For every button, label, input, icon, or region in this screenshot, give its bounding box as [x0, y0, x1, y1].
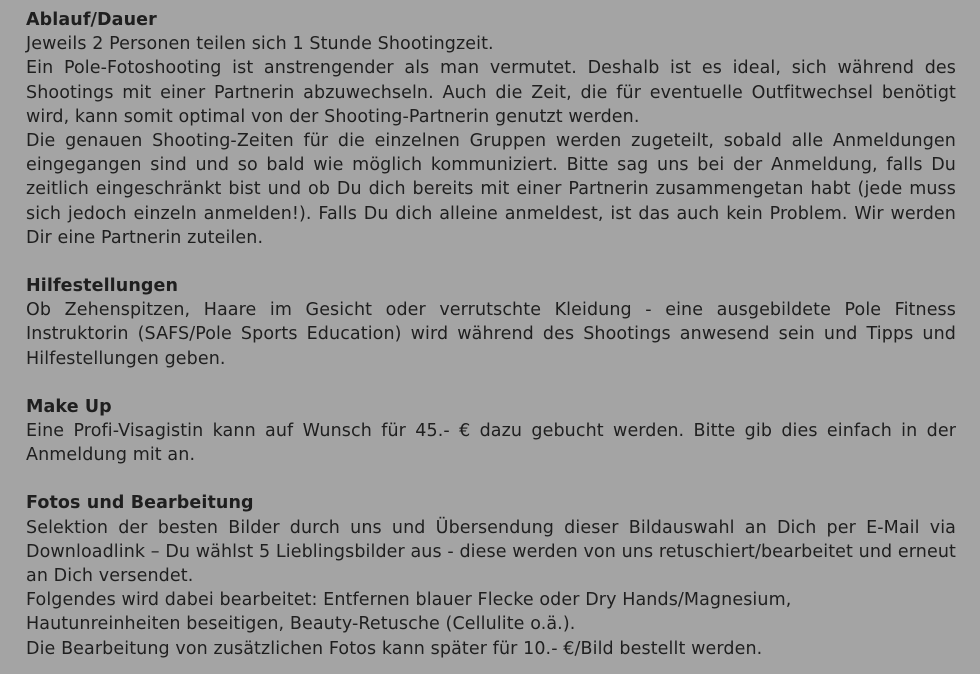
- paragraph: Jeweils 2 Personen teilen sich 1 Stunde Shootingzeit.: [26, 34, 494, 55]
- section-hilfestellungen: [26, 274, 956, 371]
- info-text-block: [26, 8, 956, 661]
- section-make-up: [26, 395, 956, 468]
- section-fotos-und-bearbeitung: [26, 491, 956, 660]
- paragraph: Selektion der besten Bilder durch uns und Übersendung dieser Bildauswahl an Dich per E-Mail via Downloadlink – Du wählst 5 Lieblingsbilder aus - diese werden von uns retuschiert/bearbeitet und erneut an Dich versendet.: [26, 517, 956, 587]
- section-heading: Make Up: [26, 396, 112, 417]
- section-heading: Fotos und Bearbeitung: [26, 493, 254, 514]
- section-ablauf-dauer: [26, 8, 956, 250]
- text-line: Folgendes wird dabei bearbeitet: Entfernen blauer Flecke oder Dry Hands/Magnesium,: [26, 590, 792, 611]
- section-heading: Ablauf/Dauer: [26, 10, 157, 30]
- text-line: Hautunreinheiten beseitigen, Beauty-Retusche (Cellulite o.ä.).: [26, 614, 576, 635]
- paragraph: Ein Pole-Fotoshooting ist anstrengender als man vermutet. Deshalb ist es ideal, sich während des Shootings mit einer Partnerin abzuwechseln. Auch die Zeit, die für eventuelle Outfitwechsel benötigt wird, kann somit optimal von der Shooting-Partnerin genutzt werden.: [26, 58, 956, 127]
- paragraph: Eine Profi-Visagistin kann auf Wunsch für 45.- € dazu gebucht werden. Bitte gib dies einfach in der Anmeldung mit an.: [26, 421, 956, 466]
- paragraph: Die genauen Shooting-Zeiten für die einzelnen Gruppen werden zugeteilt, sobald alle Anmeldungen eingegangen sind und so bald wie möglich kommuniziert. Bitte sag uns bei der Anmeldung, falls Du zeitlich eingeschränkt bist und ob Du dich bereits mit einer Partnerin zusammengetan habt (jede muss sich jedoch einzeln anmelden!). Falls Du dich alleine anmeldest, ist das auch kein Problem. Wir werden Dir eine Partnerin zuteilen.: [26, 131, 956, 248]
- text-line: Die Bearbeitung von zusätzlichen Fotos kann später für 10.- €/Bild bestellt werden.: [26, 638, 763, 659]
- paragraph: Ob Zehenspitzen, Haare im Gesicht oder verrutschte Kleidung - eine ausgebildete Pole Fitness Instruktorin (SAFS/Pole Sports Education) wird während des Shootings anwesend sein und Tipps und Hilfestellungen geben.: [26, 300, 956, 369]
- section-heading: Hilfestellungen: [26, 276, 179, 297]
